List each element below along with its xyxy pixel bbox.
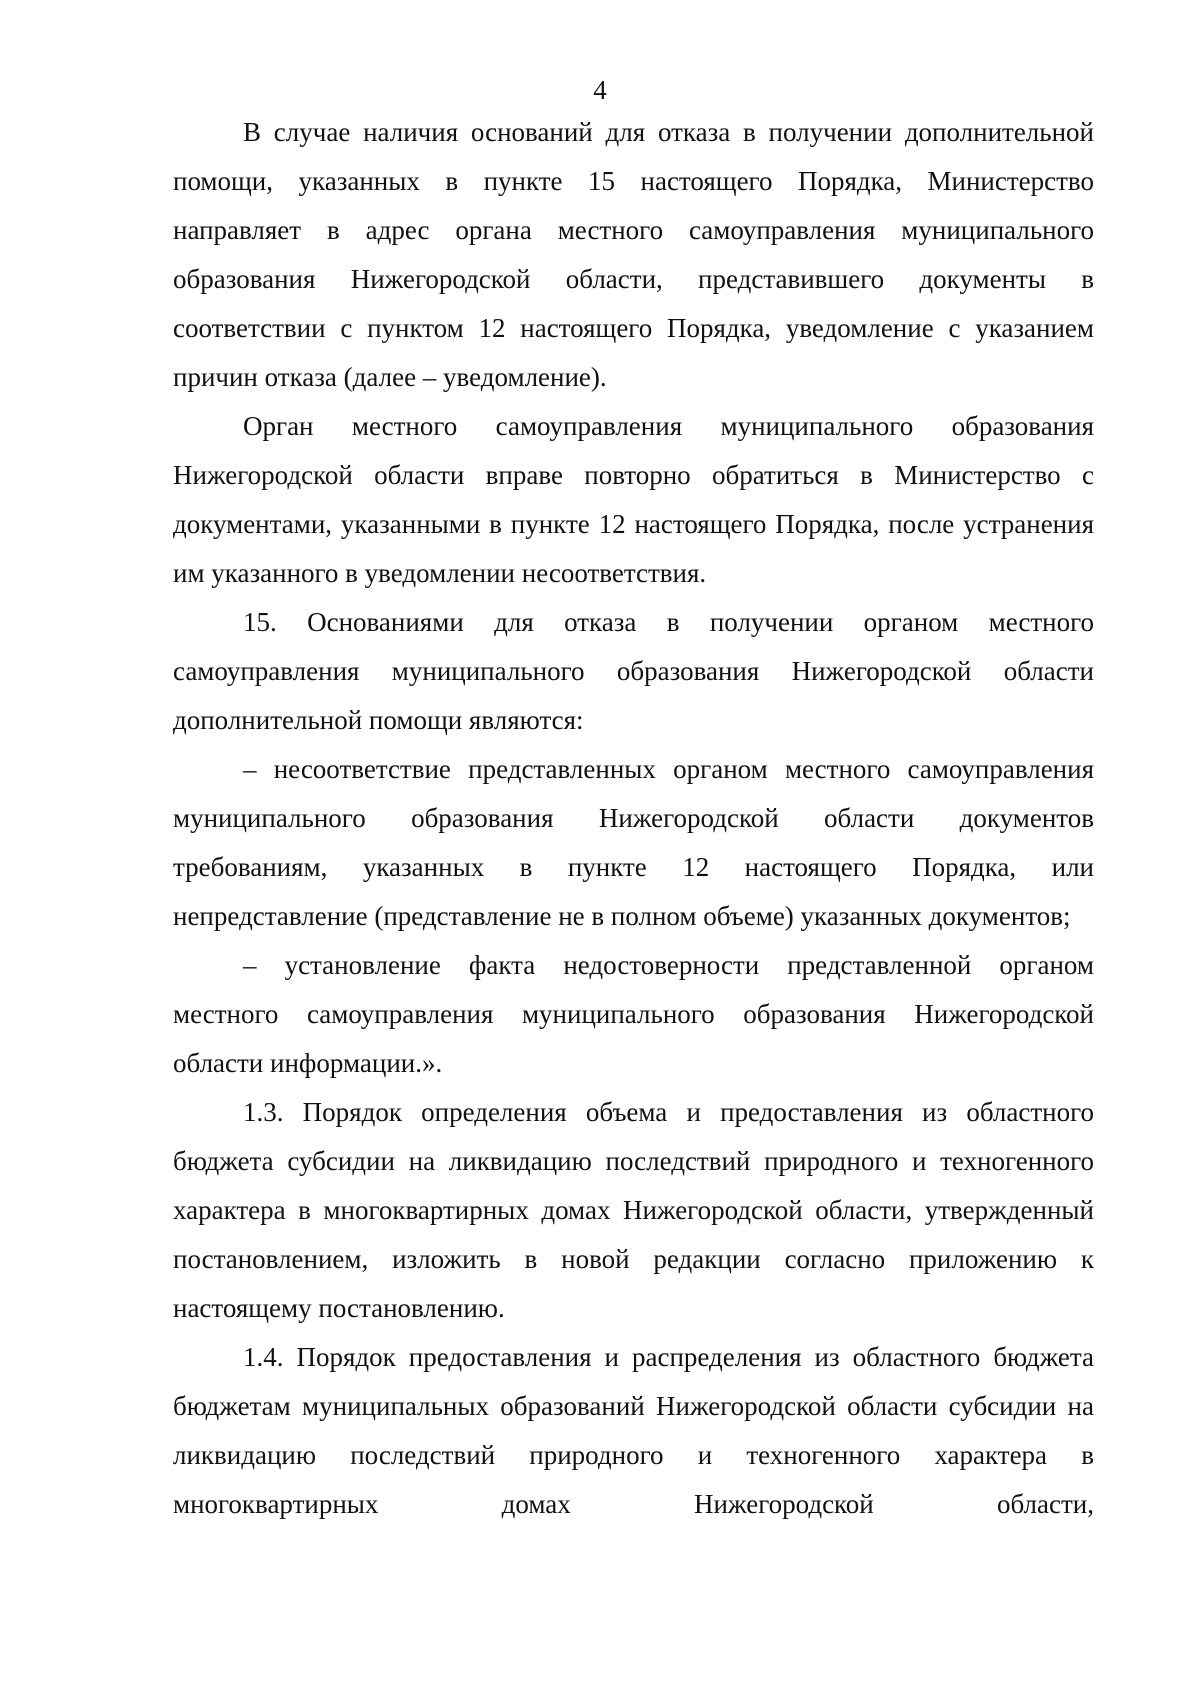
paragraph-refusal-notice: В случае наличия оснований для отказа в получении дополнительной помощи, указанных в пункте 15 настоящего Порядка, Министерство направляет в адрес органа местного самоуправления муниципального образования Нижегородской области, представившего документы в соответствии с пунктом 12 настоящего Порядка, уведомление с указанием причин отказа (далее – уведомление). <box>173 117 1094 392</box>
paragraph-repeat-application: Орган местного самоуправления муниципального образования Нижегородской области вправе повторно обратиться в Министерство с документами, указанными в пункте 12 настоящего Порядка, после устранения им указанного в уведомлении несоответствия. <box>173 411 1094 588</box>
document-body <box>173 108 1094 1529</box>
page-number: 4 <box>593 75 607 105</box>
paragraph-15-grounds: 15. Основаниями для отказа в получении органом местного самоуправления муниципального образования Нижегородской области дополнительной помощи являются: <box>173 607 1094 735</box>
paragraph-1-3: 1.3. Порядок определения объема и предоставления из областного бюджета субсидии на ликвидацию последствий природного и техногенного характера в многоквартирных домах Нижегородской области, утвержденный постановлением, изложить в новой редакции согласно приложению к настоящему постановлению. <box>173 1097 1094 1323</box>
paragraph-ground-inaccuracy: – установление факта недостоверности представленной органом местного самоуправления муниципального образования Нижегородской области информации.». <box>173 950 1094 1078</box>
paragraph-ground-noncompliance: – несоответствие представленных органом местного самоуправления муниципального образования Нижегородской области документов требованиям, указанных в пункте 12 настоящего Порядка, или непредставление (представление не в полном объеме) указанных документов; <box>173 754 1094 931</box>
paragraph-1-4: 1.4. Порядок предоставления и распределения из областного бюджета бюджетам муниципальных образований Нижегородской области субсидии на ликвидацию последствий природного и техногенного характера в многоквартирных домах Нижегородской области, <box>173 1342 1094 1519</box>
